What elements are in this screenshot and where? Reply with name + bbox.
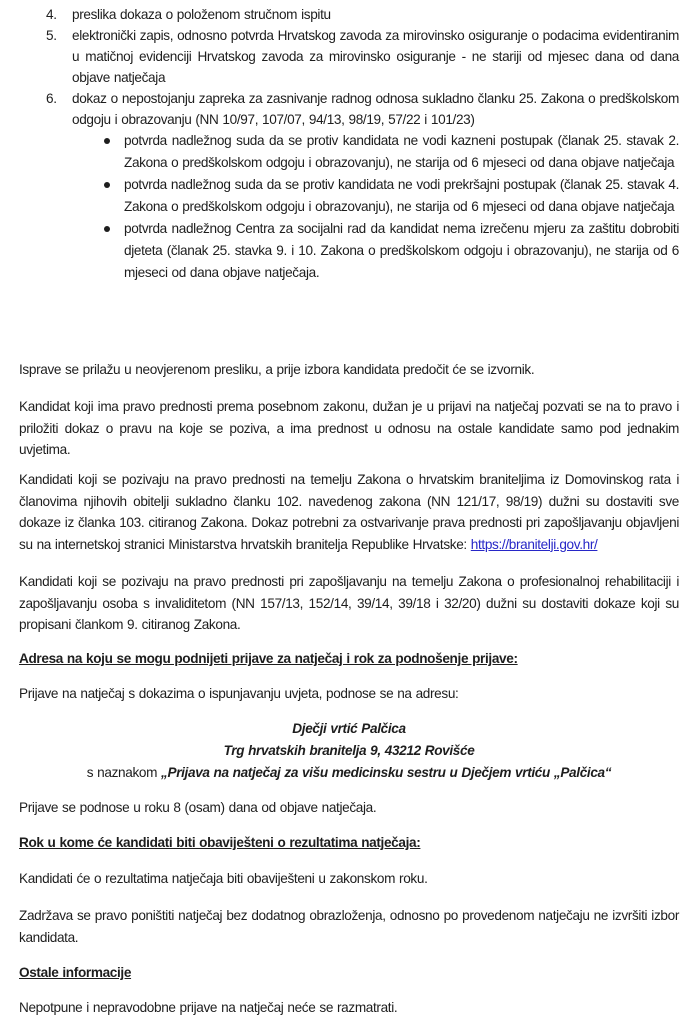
ostale-heading: Ostale informacije — [19, 965, 132, 980]
bullet-icon — [104, 182, 110, 188]
list-item — [19, 25, 679, 88]
address-note-prefix: s naznakom — [86, 765, 162, 780]
list-number: 5. — [46, 28, 57, 43]
list-item-text: preslika dokaza o položenom stručnom ispitu — [72, 7, 331, 22]
sub-list-item-text: potvrda nadležnog suda da se protiv kandidata ne vodi kazneni postupak (članak 25. stavak 2. Zakona o predškolskom odgoju i obrazovanju), ne starija od 6 mjeseci od dana objave natječaja — [124, 133, 679, 170]
sub-list-item-text: potvrda nadležnog Centra za socijalni rad da kandidat nema izrečenu mjeru za zaštitu dobrobiti djeteta (članak 25. stavka 9. i 10. Zakona o predškolskom odgoju i obrazovanju), ne starija od 6 mjeseci od dana objave natječaja. — [124, 221, 679, 280]
list-item-text: elektronički zapis, odnosno potvrda Hrvatskog zavoda za mirovinsko osiguranje o podacima evidentiranim u matičnoj evidenciji Hrvatskog zavoda za mirovinsko osiguranje - ne stariji od mjesec dana od dana objave natječaja — [72, 28, 679, 85]
list-item — [19, 4, 679, 25]
adresa-intro: Prijave na natječaj s dokazima o ispunjavanju uvjeta, podnose se na adresu: — [19, 686, 459, 701]
isprave-paragraph: Isprave se prilažu u neovjerenom presliku, a prije izbora kandidata predočit će se izvornik. — [19, 362, 535, 377]
pravo-prednosti-paragraph: Kandidat koji ima pravo prednosti prema posebnom zakonu, dužan je u prijavi na natječaj pozvati se na to pravo i priložiti dokaz o pravu na koje se poziva, a ima prednost u odnosu na ostale kandidate samo pod jednakim uvjetima. — [19, 399, 679, 457]
address-block — [19, 718, 679, 784]
nepotpune-paragraph: Nepotpune i nepravodobne prijave na natječaj neće se razmatrati. — [19, 1000, 398, 1015]
sub-list-item-text: potvrda nadležnog suda da se protiv kandidata ne vodi prekršajni postupak (članak 25. stavak 4. Zakona o predškolskom odgoju i obrazovanju), ne starija od 6 mjeseci od dana objave natječaja — [124, 177, 679, 214]
branitelji-paragraph — [19, 469, 679, 555]
sub-list-item — [72, 174, 679, 218]
address-note-line — [19, 762, 679, 784]
rezultati-paragraph: Kandidati će o rezultatima natječaja biti obaviješteni u zakonskom roku. — [19, 871, 428, 886]
branitelji-text: Kandidati koji se pozivaju na pravo prednosti na temelju Zakona o hrvatskim braniteljima iz Domovinskog rata i članovima njihovih obitelji sukladno članku 102. navedenog zakona (NN 121/17, 98/19) dužni su dostaviti sve dokaze iz članka 103. citiranog Zakona. Dokaz potrebni za ostvarivanje prava prednosti pri zapošljavanju objavljeni su na internetskoj stranici Ministarstva hrvatskih branitelja Republike Hrvatske: — [19, 472, 679, 552]
list-item — [19, 88, 679, 284]
branitelji-link[interactable]: https://branitelji.gov.hr/ — [470, 536, 598, 552]
sub-list — [19, 130, 679, 284]
rezultati-heading: Rok u kome će kandidati biti obaviješteni o rezultatima natječaja: — [19, 835, 421, 850]
list-number: 6. — [46, 91, 57, 106]
address-note: „Prijava na natječaj za višu medicinsku sestru u Dječjem vrtiću „Palčica“ — [161, 765, 612, 780]
required-documents-list — [19, 4, 679, 284]
invaliditet-paragraph: Kandidati koji se pozivaju na pravo prednosti pri zapošljavanju na temelju Zakona o profesionalnoj rehabilitaciji i zapošljavanju osoba s invaliditetom (NN 157/13, 152/14, 39/14, 39/18 i 32/20) dužni su dostaviti dokaze koji su propisani člankom 9. citiranog Zakona. — [19, 574, 679, 632]
adresa-heading: Adresa na koju se mogu podnijeti prijave za natječaj i rok za podnošenje prijave: — [19, 651, 518, 666]
list-item-text: dokaz o nepostojanju zapreka za zasnivanje radnog odnosa sukladno članku 25. Zakona o predškolskom odgoju i obrazovanju (NN 10/97, 107/07, 94/13, 98/19, 57/22 i 101/23) — [72, 91, 679, 127]
list-number: 4. — [46, 7, 57, 22]
bullet-icon — [104, 226, 110, 232]
sub-list-item — [72, 130, 679, 174]
address-street: Trg hrvatskih branitelja 9, 43212 Rovišće — [223, 743, 475, 758]
rok-prijave-paragraph: Prijave se podnose u roku 8 (osam) dana od objave natječaja. — [19, 800, 377, 815]
address-name: Dječji vrtić Palčica — [292, 721, 406, 736]
ponistenje-paragraph: Zadržava se pravo poništiti natječaj bez dodatnog obrazloženja, odnosno po provedenom natječaju ne izvršiti izbor kandidata. — [19, 908, 679, 945]
bullet-icon — [104, 138, 110, 144]
sub-list-item — [72, 218, 679, 284]
